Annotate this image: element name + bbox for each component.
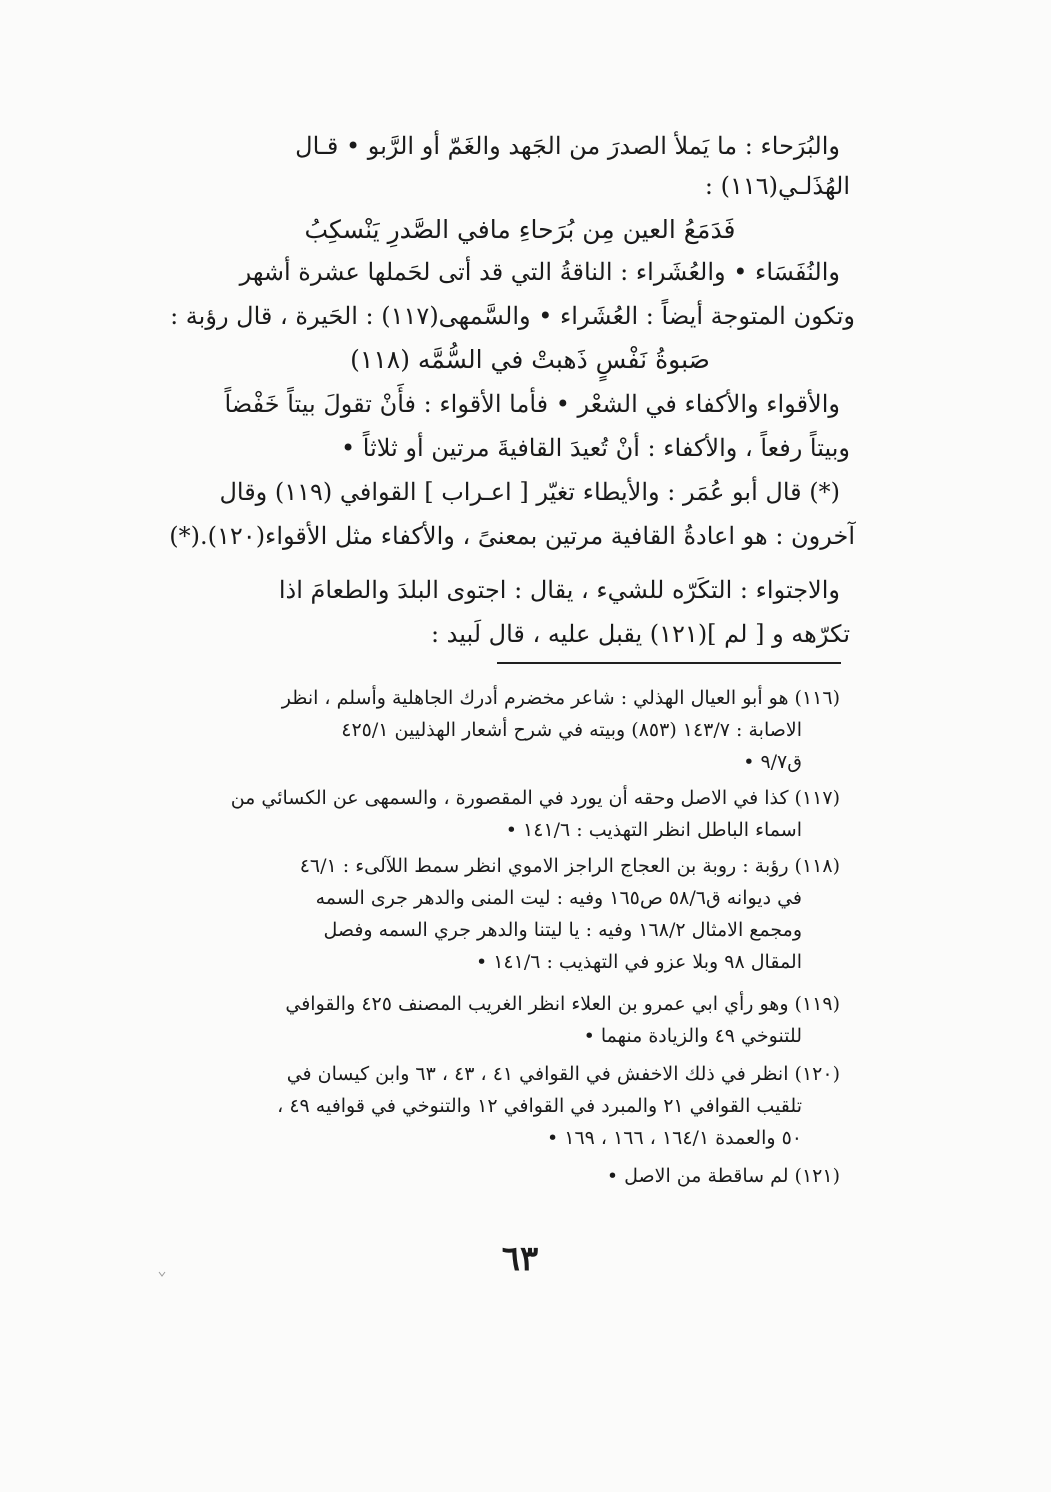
verse-line: صَبوةُ نَفْسٍ ذَهبتْ في السُّمَّه (١١٨): [350, 345, 710, 374]
footnote-line: (١١٩) وهو رأي ابي عمرو بن العلاء انظر الغريب المصنف ٤٢٥ والقوافي: [285, 993, 840, 1015]
footnote-line: تلقيب القوافي ٢١ والمبرد في القوافي ١٢ والتنوخي في قوافيه ٤٩ ،: [277, 1095, 802, 1117]
body-line: وبيتاً رفعاً ، والأكفاء : أنْ تُعيدَ القافيةَ مرتين أو ثلاثاً •: [341, 434, 850, 462]
body-line: والأقواء والأكفاء في الشعْر • فأما الأقواء : فأَنْ تقولَ بيتاً خَفْضاً: [224, 390, 840, 418]
footnote-line: ٥٠ والعمدة ١٦٤/١ ، ١٦٦ ، ١٦٩ •: [547, 1127, 802, 1149]
footnote-line: في ديوانه ق٥٨/٦ ص١٦٥ وفيه : ليت المنى والدهر جرى السمه: [315, 887, 802, 909]
page-number: ٦٣: [501, 1239, 539, 1279]
body-line: الهُذَلـي(١١٦) :: [704, 172, 850, 200]
footnote-line: المقال ٩٨ وبلا عزو في التهذيب : ١٤١/٦ •: [475, 951, 802, 973]
footnote-line: الاصابة : ١٤٣/٧ (٨٥٣) وبيته في شرح أشعار الهذليين ٤٢٥/١: [341, 719, 802, 741]
footnote-separator: [497, 662, 841, 664]
body-line: والنُفَسَاء • والعُشَراء : الناقةُ التي قد أتى لحَملها عشرة أشهر: [239, 258, 840, 286]
footnote-line: ق٩/٧ •: [743, 751, 802, 773]
footnote-line: (١١٦) هو أبو العيال الهذلي : شاعر مخضرم أدرك الجاهلية وأسلم ، انظر: [281, 687, 840, 709]
body-line: آخرون : هو اعادةُ القافية مرتين بمعنىً ، والأكفاء مثل الأقواء(١٢٠).(*): [169, 522, 855, 550]
footnote-line: ومجمع الامثال ١٦٨/٢ وفيه : يا ليتنا والدهر جري السمه وفصل: [323, 919, 802, 941]
footnote-line: للتنوخي ٤٩ والزيادة منهما •: [583, 1025, 802, 1047]
body-line: والبُرَحاء : ما يَملأ الصدرَ من الجَهد والغَمّ أو الرَّبو • قـال: [295, 132, 840, 160]
body-line: (*) قال أبو عُمَر : والأيطاء تغيّر [ اعـراب ] القوافي (١١٩) وقال: [219, 478, 840, 506]
footnote-line: اسماء الباطل انظر التهذيب : ١٤١/٦ •: [505, 819, 802, 841]
footnote-line: (١٢٠) انظر في ذلك الاخفش في القوافي ٤١ ، ٤٣ ، ٦٣ وابن كيسان في: [286, 1063, 840, 1085]
verse-line: فَدَمَعُ العين مِن بُرَحاءِ مافي الصَّدرِ يَنْسكِبُ: [304, 215, 736, 244]
body-line: تكرّهه و [ لم ](١٢١) يقبل عليه ، قال لَبيد :: [430, 620, 850, 648]
footnote-line: (١١٧) كذا في الاصل وحقه أن يورد في المقصورة ، والسمهى عن الكسائي من: [230, 787, 840, 809]
footnote-line: (١١٨) رؤبة : روبة بن العجاج الراجز الاموي انظر سمط اللآلىء : ٤٦/١: [299, 855, 840, 877]
scan-mark: [158, 1270, 166, 1278]
footnote-line: (١٢١) لم ساقطة من الاصل •: [606, 1165, 840, 1187]
body-line: وتكون المتوجة أيضاً : العُشَراء • والسَّمهى(١١٧) : الحَيرة ، قال رؤبة :: [170, 302, 855, 330]
body-line: والاجتواء : التكَرّه للشيء ، يقال : اجتوى البلدَ والطعامَ اذا: [278, 576, 840, 604]
